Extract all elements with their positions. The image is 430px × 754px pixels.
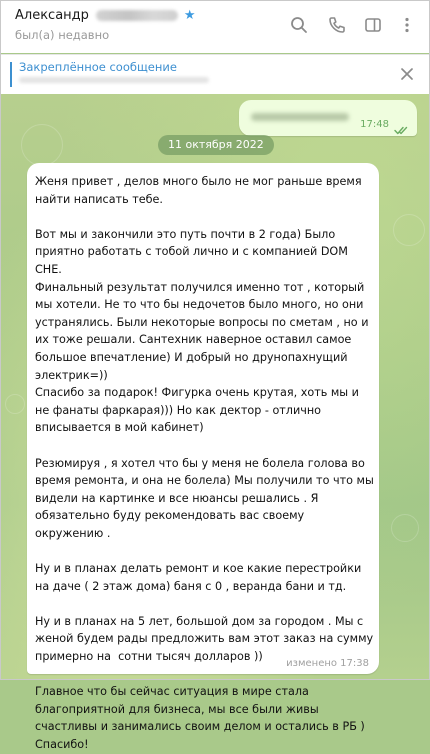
background-doodle [5, 394, 25, 414]
redacted-surname [96, 10, 178, 21]
background-doodle [391, 514, 419, 542]
sidebar-toggle-icon[interactable] [363, 15, 383, 35]
pinned-label: Закреплённое сообщение [19, 60, 177, 74]
contact-status: был(а) недавно [15, 28, 110, 42]
message-text: Женя привет , делов много было не мог раньше время найти написать тебе. Вот мы и закончили это путь почти в 2 года) Было приятно работать с тобой лично и с компанией DOM CHE. Финальный результат получился именно тот , который мы хотели. Не то что бы недочетов было много, но они устранялись. Были некоторые вопросы по сметам , но и их тоже решали. Сантехник наверное оставил самое большое впечатление) И добрый но друнопахнущий электрик=)) Спасибо за подарок! Фигурка очень крутая, хоть мы и не фанаты фаркарая))) Но как дектор - отлично вписывается в мой кабинет) Резюмируя , я хотел что бы у меня не болела голова во время ремонта, и она не болела) Мы получили то что мы видели на картинке и все нюансы решались . Я обязательно буду рекомендовать вас своему окружению . Ну и в планах делать ремонт и кое какие перестройки на даче ( 2 этаж дома) баня с 0 , веранда бани и тд. Ну и в планах на 5 лет, большой дом за городом . Мы с женой будем рады предложить вам этот заказ на сумму примерно на сотни тысяч долларов )) Главное что бы сейчас ситуация в мире стала благоприятной для бизнеса, мы все были живы счастливы и занимались своим делом и остались в РБ ) Спасибо! [35, 175, 374, 751]
double-check-icon [394, 120, 408, 129]
pinned-message-bar[interactable] [1, 54, 429, 95]
star-icon: ★ [183, 8, 196, 23]
outgoing-message[interactable] [239, 100, 417, 136]
search-icon[interactable] [289, 15, 309, 35]
message-edited-time: изменено 17:38 [286, 658, 369, 669]
close-icon[interactable] [399, 66, 415, 82]
chat-area[interactable] [1, 94, 429, 751]
background-doodle [21, 124, 63, 166]
redacted-message-text [251, 113, 349, 121]
phone-icon[interactable] [327, 15, 347, 35]
redacted-pinned-text [19, 77, 209, 83]
chat-header [1, 1, 429, 53]
pinned-indicator [10, 62, 12, 87]
date-separator: 11 октября 2022 [158, 135, 274, 155]
more-vertical-icon[interactable] [397, 15, 417, 35]
message-time: 17:48 [360, 119, 389, 130]
chat-title-row[interactable] [15, 8, 196, 23]
contact-name: Александр [15, 8, 89, 23]
incoming-message[interactable] [27, 163, 379, 751]
background-doodle [393, 214, 425, 246]
